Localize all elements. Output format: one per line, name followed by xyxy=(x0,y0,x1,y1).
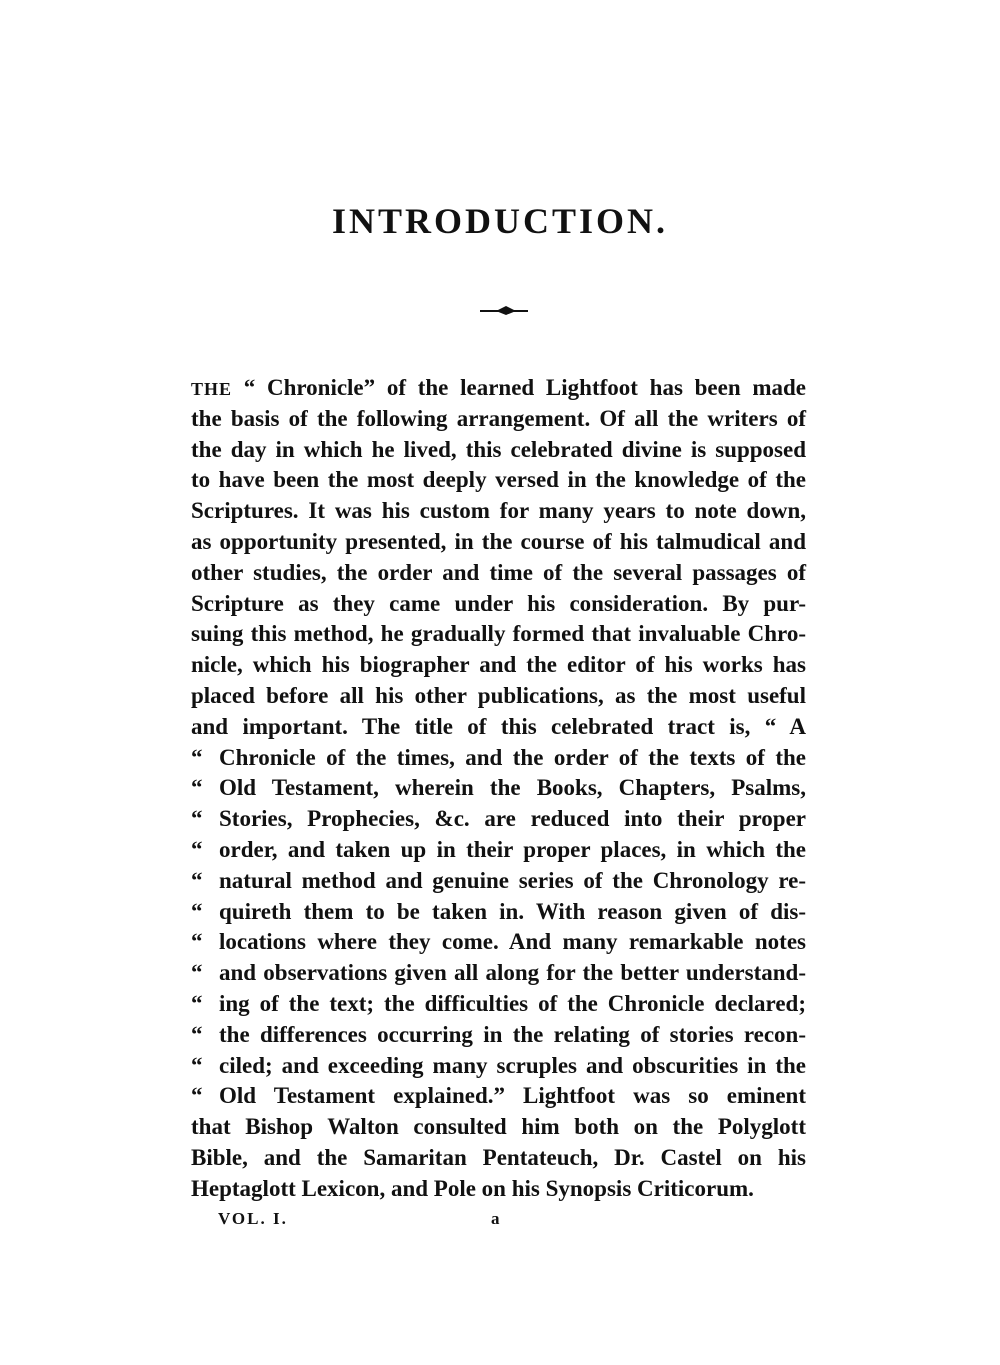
line-text: order, and taken up in their proper places, in which the xyxy=(219,837,806,862)
line-text: to have been the most deeply versed in the knowledge of the xyxy=(191,467,806,493)
text-line xyxy=(191,650,806,680)
quote-mark: “ xyxy=(191,960,203,986)
text-line xyxy=(191,1051,806,1081)
line-text: as opportunity presented, in the course of his talmudical and xyxy=(191,529,806,554)
line-text: other studies, the order and time of the several passages of xyxy=(191,559,806,585)
text-line xyxy=(191,1174,806,1204)
line-text: that Bishop Walton consulted him both on the Polyglott xyxy=(191,1114,806,1140)
text-line xyxy=(191,681,806,711)
line-text: Chronicle of the times, and the order of the texts of the xyxy=(219,744,806,770)
quote-mark: “ xyxy=(191,929,203,955)
quote-mark: “ xyxy=(191,991,203,1016)
text-line xyxy=(191,1143,806,1173)
quote-mark: “ xyxy=(191,867,203,893)
printer-signature-mark: a xyxy=(491,1209,502,1228)
line-text: Stories, Prophecies, &c. are reduced into their proper xyxy=(219,806,806,832)
text-line xyxy=(191,465,806,495)
line-text: nicle, which his biographer and the editor of his works has xyxy=(191,652,806,678)
line-text: Scripture as they came under his consideration. By pur- xyxy=(191,590,806,616)
text-line xyxy=(191,743,806,773)
text-line xyxy=(191,589,806,619)
line-text: Bible, and the Samaritan Pentateuch, Dr. Castel on his xyxy=(191,1145,806,1170)
line-text: and observations given all along for the better understand- xyxy=(219,960,806,986)
text-line xyxy=(191,989,806,1019)
line-text: quireth them to be taken in. With reason given of dis- xyxy=(219,898,806,924)
line-text: the day in which he lived, this celebrated divine is supposed xyxy=(191,436,806,462)
text-line xyxy=(191,558,806,588)
text-line xyxy=(191,1020,806,1050)
quote-mark: “ xyxy=(191,1083,203,1109)
line-text: the differences occurring in the relating of stories recon- xyxy=(219,1021,806,1047)
line-text: locations where they come. And many remarkable notes xyxy=(219,929,806,955)
quote-mark: “ xyxy=(191,775,203,801)
small-caps-opening: THE xyxy=(191,379,233,399)
line-text: and important. The title of this celebrated tract is, “ A xyxy=(191,713,806,739)
quote-mark: “ xyxy=(191,837,203,862)
text-line xyxy=(191,373,806,403)
quote-mark: “ xyxy=(191,1052,203,1078)
quote-mark: “ xyxy=(191,898,203,924)
quote-mark: “ xyxy=(191,806,203,832)
line-text: Old Testament, wherein the Books, Chapters, Psalms, xyxy=(219,775,806,801)
line-text: natural method and genuine series of the Chronology re- xyxy=(219,867,806,893)
text-line xyxy=(191,1081,806,1111)
quote-mark: “ xyxy=(191,744,203,770)
volume-signature: VOL. I. xyxy=(218,1209,288,1228)
line-text: Old Testament explained.” Lightfoot was so eminent xyxy=(219,1083,806,1109)
text-line xyxy=(191,927,806,957)
text-line xyxy=(191,773,806,803)
line-text: suing this method, he gradually formed that invaluable Chro- xyxy=(191,621,806,647)
line-text: “ Chronicle” of the learned Lightfoot has been made xyxy=(243,375,806,400)
text-line xyxy=(191,435,806,465)
line-text: the basis of the following arrangement. Of all the writers of xyxy=(191,405,806,431)
line-text: Heptaglott Lexicon, and Pole on his Synopsis Criticorum. xyxy=(191,1175,754,1201)
text-line xyxy=(191,835,806,865)
text-line xyxy=(191,804,806,834)
quote-mark: “ xyxy=(191,1021,203,1047)
text-line xyxy=(191,866,806,896)
text-line xyxy=(191,496,806,526)
text-line xyxy=(191,619,806,649)
line-text: placed before all his other publications, as the most useful xyxy=(191,683,806,708)
ornament-divider-icon xyxy=(478,304,530,318)
line-text: ciled; and exceeding many scruples and obscurities in the xyxy=(219,1052,806,1078)
text-line xyxy=(191,1112,806,1142)
line-text: ing of the text; the difficulties of the Chronicle declared; xyxy=(219,991,806,1016)
page-title: INTRODUCTION. xyxy=(331,201,669,241)
text-line xyxy=(191,958,806,988)
line-text: Scriptures. It was his custom for many years to note down, xyxy=(191,498,806,524)
text-line xyxy=(191,404,806,434)
text-line xyxy=(191,897,806,927)
text-line xyxy=(191,712,806,742)
text-line xyxy=(191,527,806,557)
